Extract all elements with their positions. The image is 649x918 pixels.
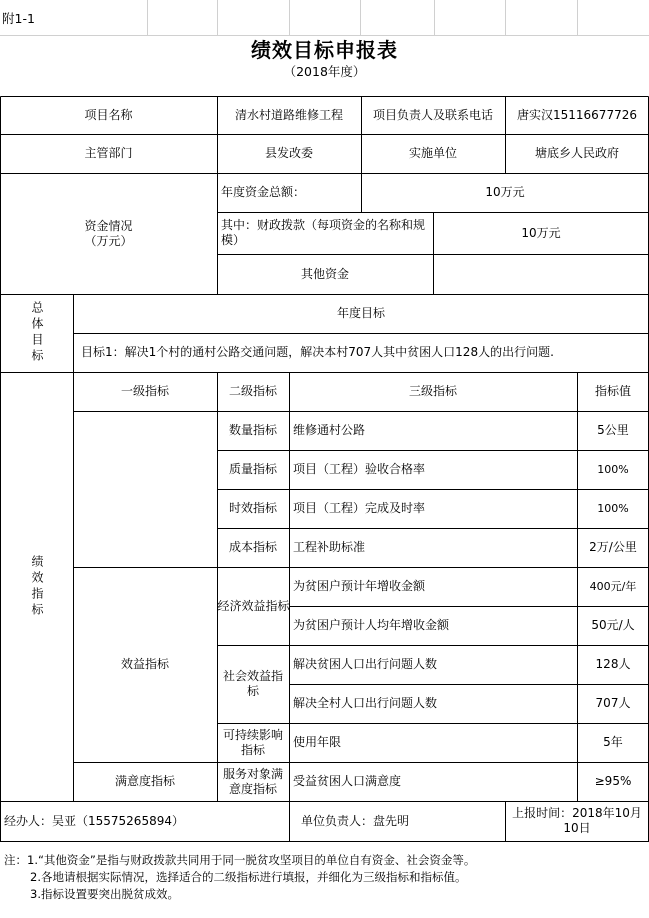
row-value: 5公里 xyxy=(597,423,629,437)
impl-value: 塘底乡人民政府 xyxy=(534,146,619,160)
row-level3: 解决全村人口出行问题人数 xyxy=(293,696,438,710)
header-value: 指标值 xyxy=(594,384,631,398)
indicators-section-label: 绩效指标 xyxy=(30,554,44,619)
row-value: 50元/人 xyxy=(591,618,635,632)
page-subtitle: （2018年度） xyxy=(283,63,366,79)
funds-fiscal-label: 其中：财政拨款（每项资金的名称和规模） xyxy=(221,218,426,247)
funds-other-value xyxy=(433,254,649,294)
row-level2: 时效指标 xyxy=(228,501,277,515)
dept-value: 县发改委 xyxy=(264,146,313,160)
row-value: 128人 xyxy=(595,657,631,671)
goal-section-label: 总体目标 xyxy=(30,301,44,365)
funds-other-label: 其他资金 xyxy=(300,266,349,281)
row-level3: 为贫困户预计人均年增收金额 xyxy=(293,618,450,632)
row-level3: 工程补助标准 xyxy=(293,540,366,554)
report-time: 上报时间：2018年10月10日 xyxy=(512,806,642,835)
row-value: 707人 xyxy=(595,696,631,710)
economic-label: 经济效益指标 xyxy=(217,598,290,613)
note-1: 注：1.“其他资金”是指与财政拨款共同用于同一脱贫攻坚项目的单位自有资金、社会资金等。 xyxy=(4,853,476,867)
funds-label: 资金情况 （万元） xyxy=(84,218,133,248)
row-level3: 维修通村公路 xyxy=(293,423,366,437)
page-title: 绩效目标申报表 xyxy=(251,37,398,62)
benefit-label: 效益指标 xyxy=(120,657,169,671)
row-value: 100% xyxy=(597,502,629,515)
sustain-label: 可持续影响指标 xyxy=(222,727,283,757)
row-level3: 项目（工程）验收合格率 xyxy=(293,462,426,476)
header-level1: 一级指标 xyxy=(120,384,169,398)
impl-label: 实施单位 xyxy=(408,146,457,160)
row-value: ≥95% xyxy=(594,774,632,788)
project-name-value: 清水村道路维修工程 xyxy=(234,107,343,122)
row-value: 100% xyxy=(597,463,629,476)
row-level3: 解决贫困人口出行问题人数 xyxy=(293,657,438,671)
attachment-label: 附1-1 xyxy=(2,10,35,26)
note-2: 2.各地请根据实际情况，选择适合的二级指标进行填报，并细化为三级指标和指标值。 xyxy=(30,870,467,884)
row-level2: 质量指标 xyxy=(228,462,277,476)
unit-head: 单位负责人：盘先明 xyxy=(301,813,410,828)
row-level2: 成本指标 xyxy=(228,540,277,554)
row-value: 2万/公里 xyxy=(589,540,637,554)
contact-value: 唐实汉15116677726 xyxy=(517,107,637,122)
row-value: 400元/年 xyxy=(589,580,637,593)
row-value: 5年 xyxy=(603,735,623,749)
funds-total-value: 10万元 xyxy=(485,185,525,199)
handler: 经办人：吴亚（15575265894） xyxy=(4,813,184,828)
goal-header: 年度目标 xyxy=(336,306,385,320)
project-name-label: 项目名称 xyxy=(84,107,133,122)
note-3: 3.指标设置要突出脱贫成效。 xyxy=(30,887,179,901)
header-level3: 三级指标 xyxy=(408,384,457,398)
satisfaction-label: 满意度指标 xyxy=(114,774,175,788)
row-level3: 使用年限 xyxy=(293,735,342,749)
dept-label: 主管部门 xyxy=(84,146,133,160)
row-level3: 受益贫困人口满意度 xyxy=(293,774,402,788)
social-label: 社会效益指标 xyxy=(222,669,283,698)
row-level3: 为贫困户预计年增收金额 xyxy=(293,579,426,593)
goal-text: 目标1：解决1个村的通村公路交通问题，解决本村707人其中贫困人口128人的出行问题. xyxy=(81,345,554,359)
funds-total-label: 年度资金总额： xyxy=(221,185,306,199)
row-level3: 项目（工程）完成及时率 xyxy=(293,501,426,515)
header-level2: 二级指标 xyxy=(228,384,277,398)
row-level2: 数量指标 xyxy=(228,423,277,437)
service-label: 服务对象满意度指标 xyxy=(222,766,283,796)
contact-label: 项目负责人及联系电话 xyxy=(372,107,493,122)
funds-fiscal-value: 10万元 xyxy=(521,225,561,240)
